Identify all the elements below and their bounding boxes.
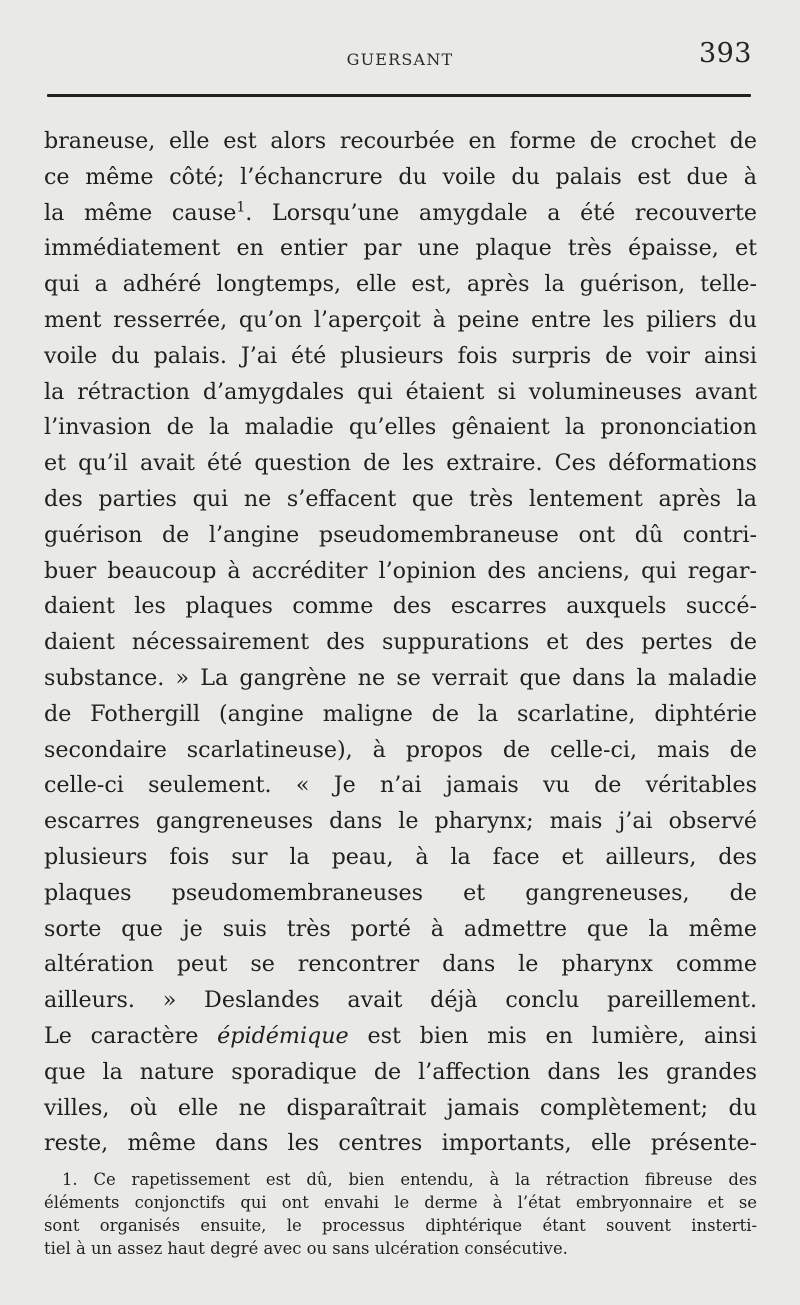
text-line-end: . Lorsqu’une amygdale a été recouverte (245, 199, 757, 226)
text-line: immédiatement en entier par une plaque très épaisse, et (44, 235, 757, 262)
text-line: voile du palais. J’ai été plusieurs fois surpris de voir ainsi (44, 342, 757, 369)
text-line-start: Le caractère (44, 1022, 199, 1049)
text-line-end: est bien mis en lumière, ainsi (348, 1022, 757, 1049)
text-line: buer beaucoup à accréditer l’opinion des anciens, qui regar- (44, 557, 757, 584)
text-line: de Fothergill (angine maligne de la scarlatine, diphtérie (44, 700, 757, 727)
footnote-line: tiel à un assez haut degré avec ou sans ulcération consécutive. (44, 1239, 568, 1258)
text-line: ailleurs. » Deslandes avait déjà conclu pareillement. (44, 987, 757, 1014)
text-line: altération peut se rencontrer dans le pharynx comme (44, 951, 757, 978)
text-line: ce même côté; l’échancrure du voile du palais est due à (44, 163, 757, 190)
text-line: qui a adhéré longtemps, elle est, après la guérison, telle- (44, 271, 757, 298)
text-line (44, 1019, 757, 1055)
text-line: l’invasion de la maladie qu’elles gênaient la prononciation (44, 414, 757, 441)
text-line (44, 196, 757, 232)
text-line: des parties qui ne s’effacent que très lentement après la (44, 485, 757, 512)
text-line: secondaire scarlatineuse), à propos de celle-ci, mais de (44, 736, 757, 763)
footnote-line: sont organisés ensuite, le processus diphtérique étant souvent insterti- (44, 1216, 757, 1235)
text-line: que la nature sporadique de l’affection dans les grandes (44, 1058, 757, 1085)
body-text (44, 124, 757, 1162)
text-line: reste, même dans les centres importants, elle présente- (44, 1130, 757, 1157)
header-rule (47, 94, 751, 97)
footnote-marker[interactable]: 1 (236, 199, 246, 216)
text-line: villes, où elle ne disparaîtrait jamais complètement; du (44, 1094, 757, 1121)
text-line-start: la même cause (44, 199, 237, 226)
text-line: sorte que je suis très porté à admettre que la même (44, 915, 757, 942)
footnote (44, 1168, 757, 1260)
text-line: celle-ci seulement. « Je n’ai jamais vu de véritables (44, 772, 757, 799)
running-head: GUERSANT (346, 50, 454, 69)
page-header (44, 38, 756, 68)
text-line: ment resserrée, qu’on l’aperçoit à peine entre les piliers du (44, 306, 757, 333)
text-line: escarres gangreneuses dans le pharynx; mais j’ai observé (44, 808, 757, 835)
text-line: daient nécessairement des suppurations et des pertes de (44, 629, 757, 656)
emphasized-word: épidémique (217, 1022, 349, 1049)
text-line: la rétraction d’amygdales qui étaient si volumineuses avant (44, 378, 757, 405)
text-line: substance. » La gangrène ne se verrait que dans la maladie (44, 664, 757, 691)
footnote-line: 1. Ce rapetissement est dû, bien entendu, à la rétraction fibreuse des (62, 1170, 757, 1189)
text-line: braneuse, elle est alors recourbée en forme de crochet de (44, 128, 757, 154)
text-line: plaques pseudomembraneuses et gangreneuses, de (44, 879, 757, 906)
page-number: 393 (698, 38, 752, 69)
text-line: daient les plaques comme des escarres auxquels succé- (44, 593, 757, 620)
text-line: et qu’il avait été question de les extraire. Ces déformations (44, 450, 757, 477)
text-line: plusieurs fois sur la peau, à la face et ailleurs, des (44, 843, 757, 870)
text-line: guérison de l’angine pseudomembraneuse ont dû contri- (44, 521, 757, 548)
footnote-line: éléments conjonctifs qui ont envahi le derme à l’état embryonnaire et se (44, 1193, 757, 1212)
